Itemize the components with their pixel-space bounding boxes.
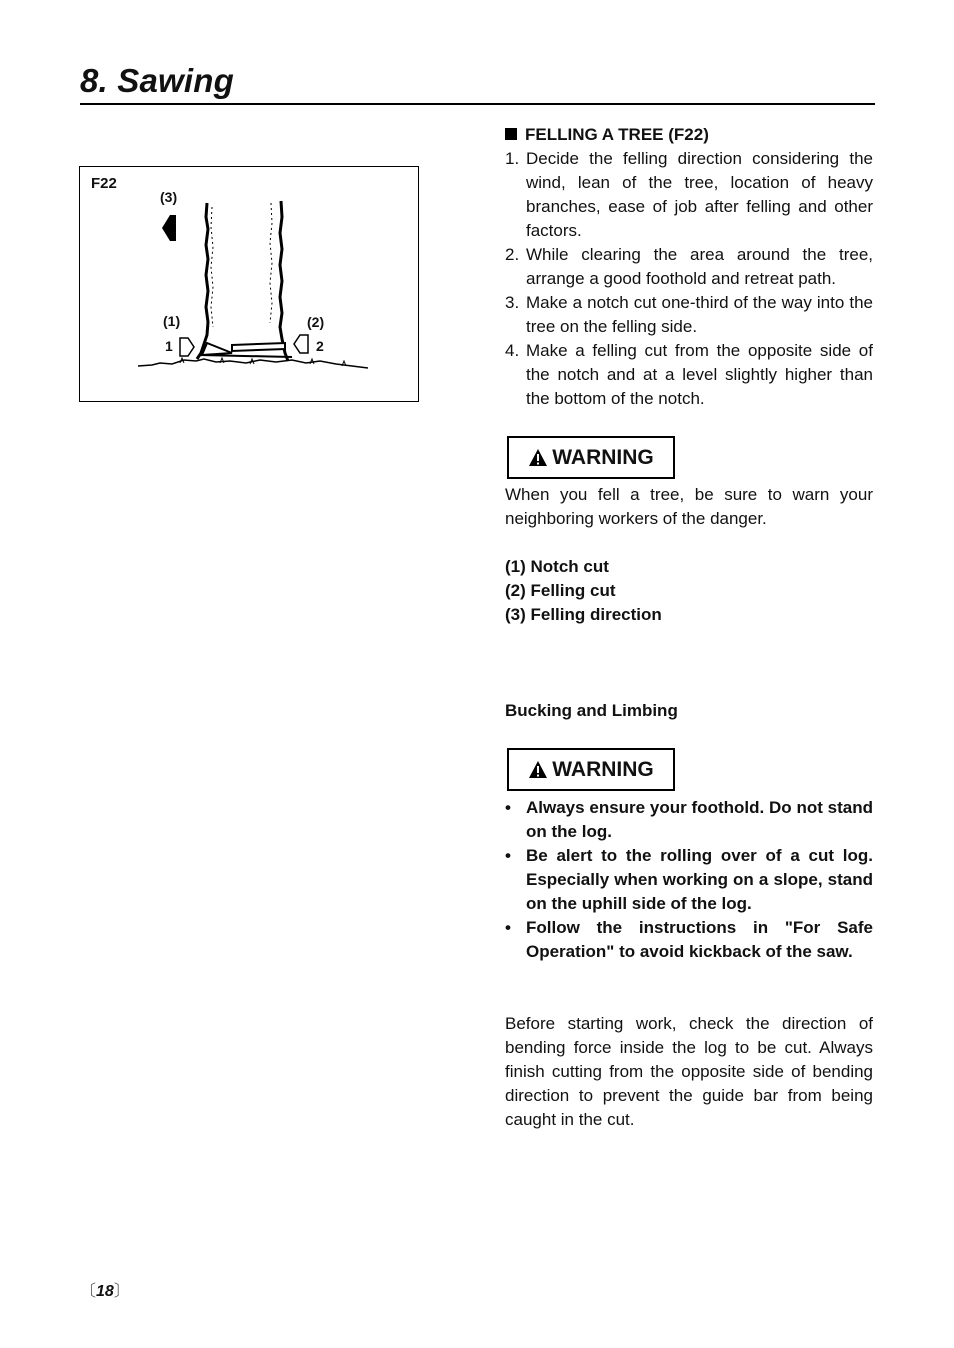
figure-id: F22 (91, 175, 117, 192)
label-notch-cut: (1) (163, 313, 181, 329)
list-item: 3. Make a notch cut one-third of the way into the tree on the felling side. (505, 293, 873, 336)
notch-cut-wedge (202, 343, 232, 355)
warning-box-1: WARNING (507, 436, 675, 479)
warning-1-text: When you fell a tree, be sure to warn your neighboring workers of the danger. (505, 485, 873, 528)
warning-box-2: WARNING (507, 748, 675, 791)
page-number: 〔18〕 (80, 1283, 130, 1300)
list-item: • Be alert to the rolling over of a cut log. Especially when working on a slope, stand on the uphill side of the log. (505, 846, 873, 913)
warning-2-bullets (505, 796, 873, 964)
trunk-right-edge (280, 201, 288, 361)
felling-arrow-icon (294, 335, 308, 353)
square-bullet-icon (505, 128, 517, 140)
felling-cut-line (232, 343, 285, 351)
label-notch-number: 1 (165, 338, 173, 354)
warning-triangle-icon (528, 760, 548, 779)
felling-direction-arrow-icon (162, 215, 176, 241)
bucking-heading: Bucking and Limbing (505, 701, 678, 720)
list-item: • Always ensure your foothold. Do not stand on the log. (505, 798, 873, 841)
notch-arrow-icon (180, 338, 194, 356)
tree-illustration (80, 167, 418, 401)
figure-f22 (79, 166, 419, 402)
felling-steps (505, 147, 873, 411)
list-item: 1. Decide the felling direction considering the wind, lean of the tree, location of heavy branches, ease of job after felling and other factors. (505, 149, 873, 240)
felling-section (505, 123, 873, 411)
trunk-left-edge (197, 203, 208, 359)
list-item: 2. While clearing the area around the tree, arrange a good foothold and retreat path. (505, 245, 873, 288)
closing-paragraph: Before starting work, check the direction of bending force inside the log to be cut. Always finish cutting from the opposite side of bending direction to prevent the guide bar from being caught in the cut. (505, 1014, 873, 1129)
list-item: 4. Make a felling cut from the opposite side of the notch and at a level slightly higher than the bottom of the notch. (505, 341, 873, 408)
felling-heading: FELLING A TREE (F22) (505, 123, 873, 147)
label-felling-direction: (3) (160, 189, 178, 205)
legend-item: (3) Felling direction (505, 605, 662, 624)
label-felling-number: 2 (316, 338, 324, 354)
warning-triangle-icon (528, 448, 548, 467)
legend-item: (2) Felling cut (505, 581, 616, 600)
list-item: • Follow the instructions in "For Safe Operation" to avoid kickback of the saw. (505, 918, 873, 961)
figure-legend (505, 555, 873, 627)
label-felling-cut: (2) (307, 314, 325, 330)
title-rule (80, 103, 875, 105)
page-title: 8. Sawing (80, 62, 235, 99)
legend-item: (1) Notch cut (505, 557, 609, 576)
